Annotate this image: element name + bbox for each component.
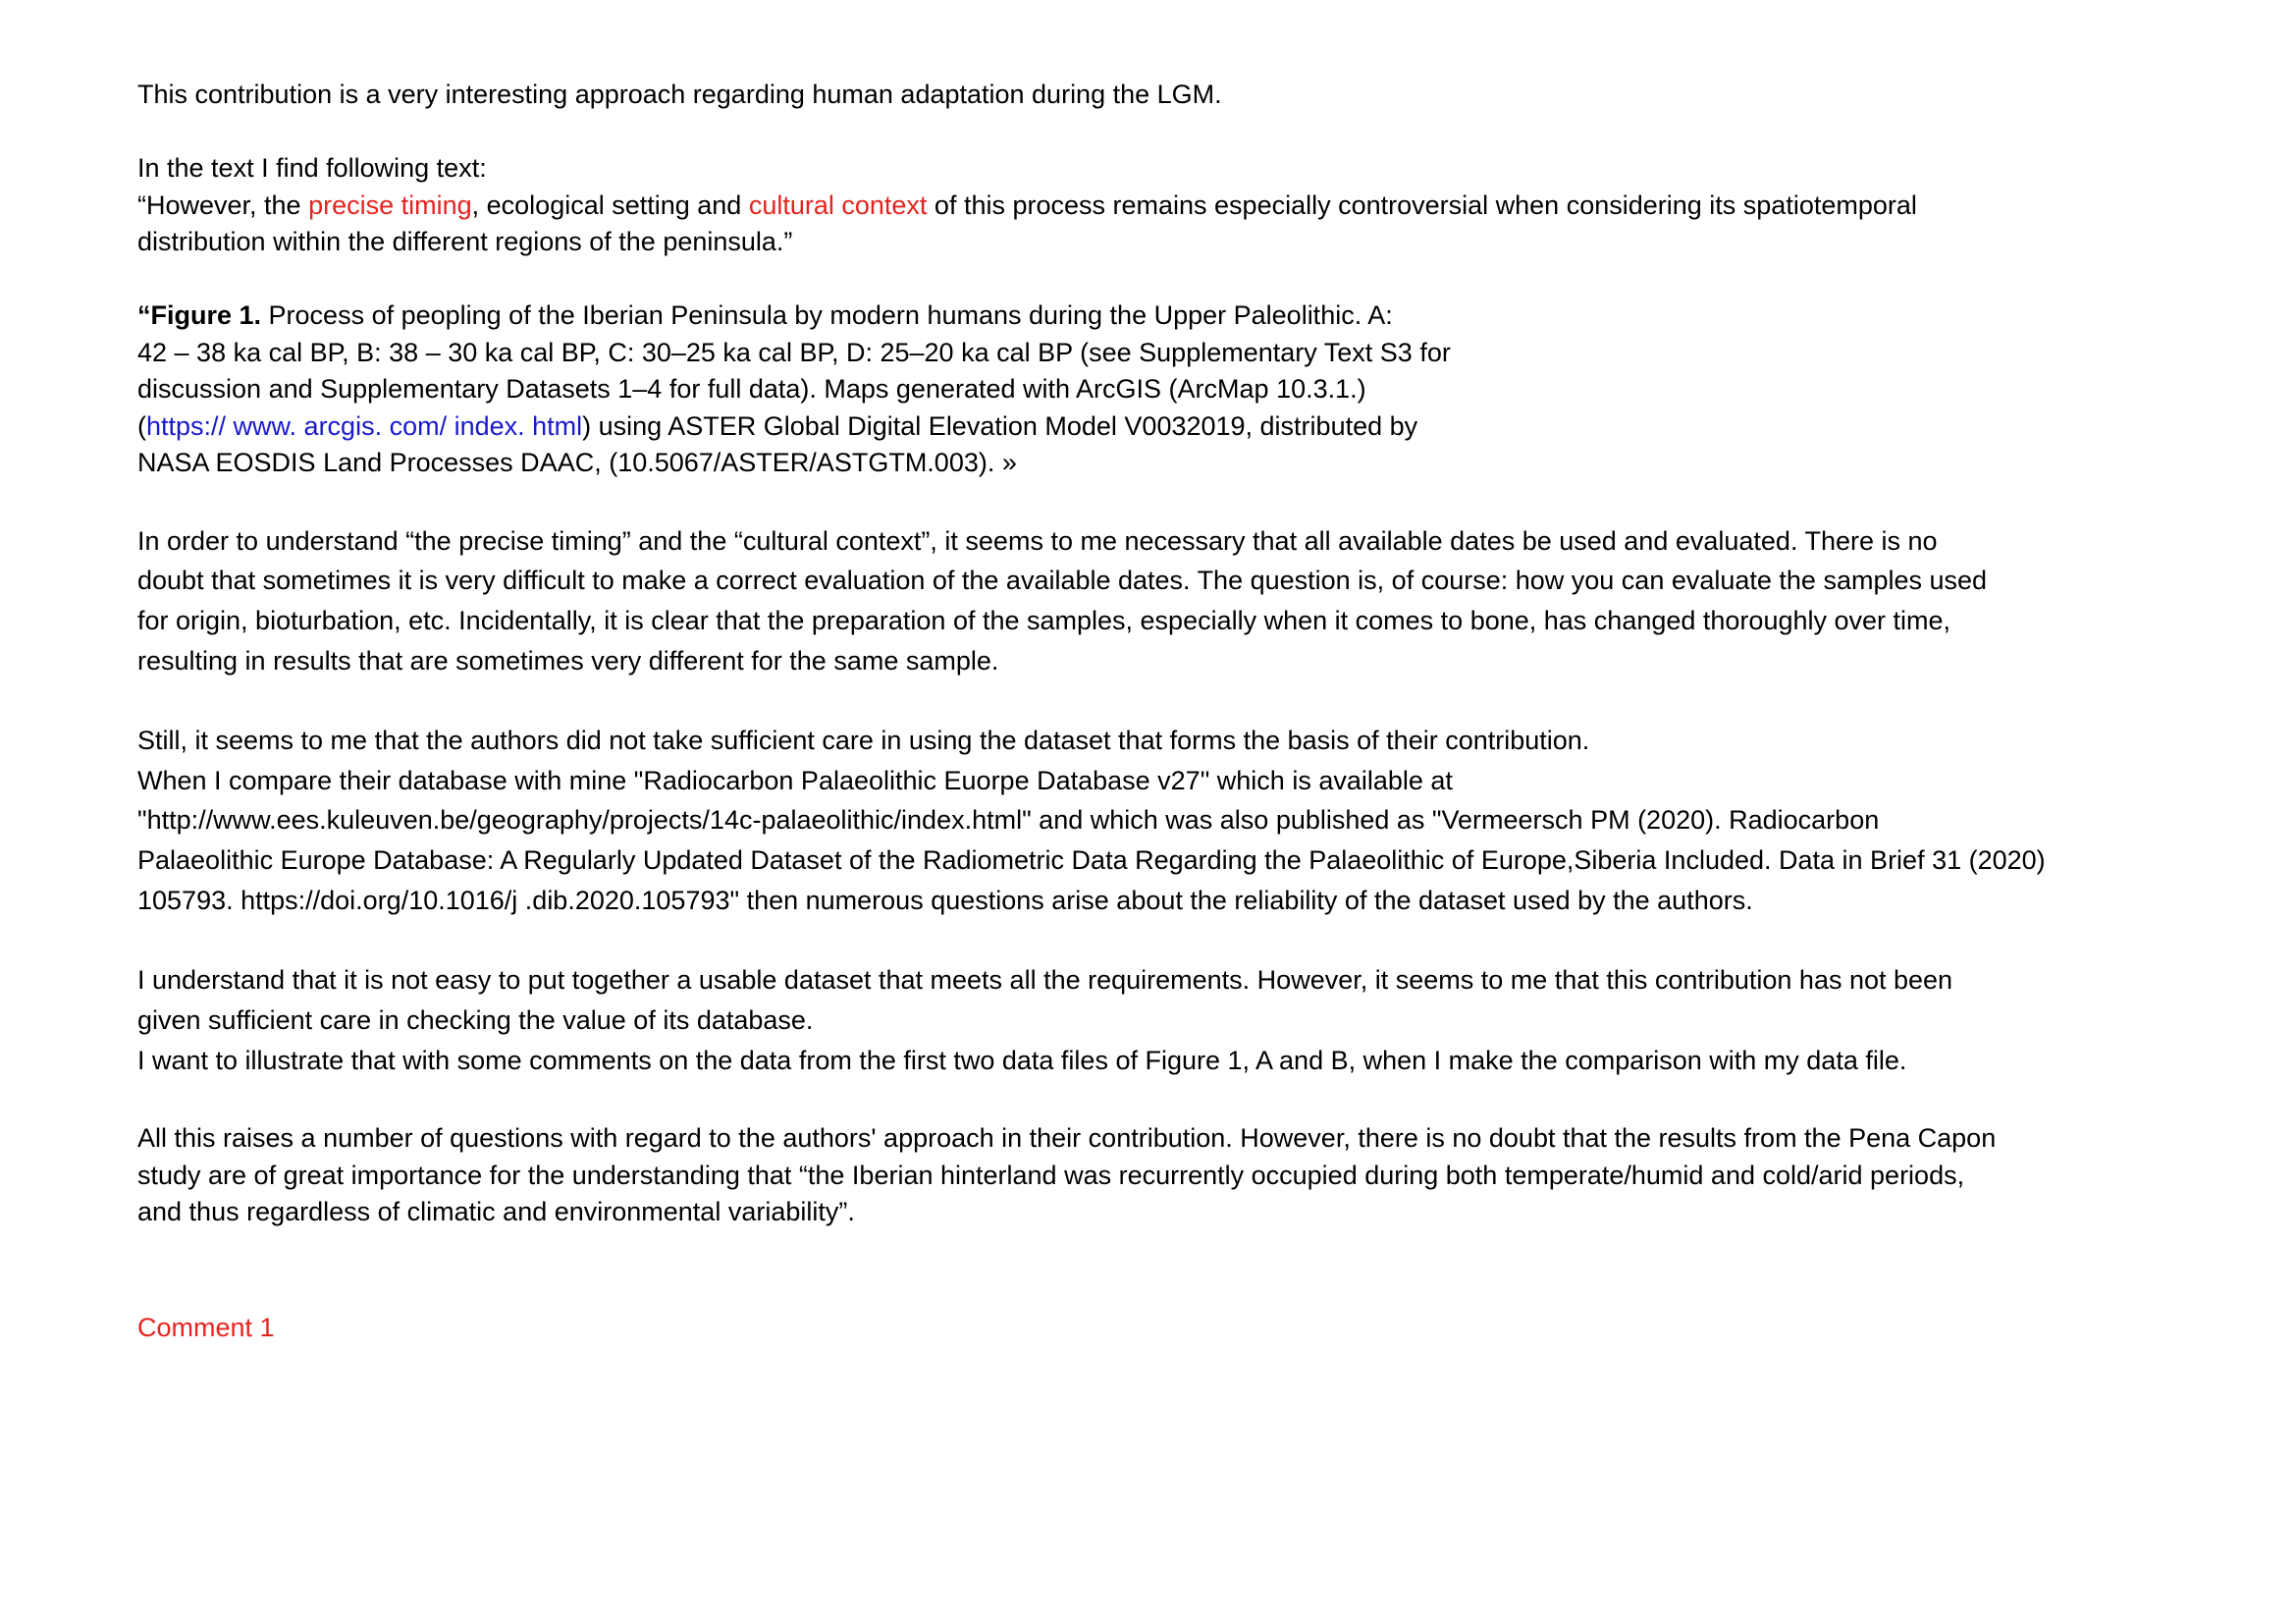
figure-caption-line-1 [137,298,2140,335]
arcgis-link[interactable]: https:// www. arcgis. com/ index. html [146,410,583,441]
paragraph-conclusion [137,1120,2140,1231]
highlight-precise-timing: precise timing [308,189,472,220]
paragraph-line: resulting in results that are sometimes very different for the same sample. [137,645,999,676]
paragraph-line: When I compare their database with mine "Radiocarbon Palaeolithic Euorpe Database v27" which is available at [137,765,1453,795]
figure-label: “Figure 1. [137,300,262,330]
paragraph-understand [137,960,2140,1080]
quote-open-text: “However, the [137,189,309,220]
paragraph-dataset [137,721,2140,921]
paragraph-line: 105793. https://doi.org/10.1016/j .dib.2020.105793" then numerous questions arise about the reliability of the dataset used by the authors. [137,885,1753,915]
figure-caption-line-4 [137,408,2140,446]
quoted-text-block [137,150,2140,261]
paragraph-line: study are of great importance for the understanding that “the Iberian hinterland was recurrently occupied during both temperate/humid and cold/arid periods, [137,1160,1965,1190]
paragraph-line: doubt that sometimes it is very difficult to make a correct evaluation of the available dates. The question is, of course: how you can evaluate the samples used [137,566,1988,596]
paragraph-line: All this raises a number of questions with regard to the authors' approach in their contribution. However, there is no doubt that the results from the Pena Capon [137,1123,1997,1153]
quote-intro-line: In the text I find following text: [137,153,487,183]
intro-paragraph: This contribution is a very interesting approach regarding human adaptation during the LGM. [137,80,1222,109]
quote-line-2: distribution within the different regions of the peninsula.” [137,227,793,256]
document-body [137,77,2140,1231]
figure-caption-line-2: 42 – 38 ka cal BP, B: 38 – 30 ka cal BP, C: 30–25 ka cal BP, D: 25–20 ka cal BP (see Supplementary Text S3 for [137,337,1451,367]
paragraph-line: Palaeolithic Europe Database: A Regularly Updated Dataset of the Radiometric Data Regarding the Palaeolithic of Europe,Siberia Included. Data in Brief 31 (2020) [137,845,2046,876]
paragraph-line: In order to understand “the precise timing” and the “cultural context”, it seems to me necessary that all available dates be used and evaluated. There is no [137,525,1938,556]
quote-mid-text: , ecological setting and [471,189,749,220]
paragraph-line: "http://www.ees.kuleuven.be/geography/projects/14c-palaeolithic/index.html" and which was also published as "Vermeersch PM (2020). Radiocarbon [137,805,1880,836]
figure-caption-text-1: Process of peopling of the Iberian Peninsula by modern humans during the Upper Paleolithic. A: [261,300,1393,330]
highlight-cultural-context: cultural context [748,189,928,220]
paragraph-line: and thus regardless of climatic and environmental variability”. [137,1197,855,1226]
paragraph-precise-timing [137,521,2140,681]
comment-heading: Comment 1 [137,1313,275,1342]
figure-caption-text-4: ) using ASTER Global Digital Elevation Model V0032019, distributed by [582,410,1418,441]
figure-caption-line-5: NASA EOSDIS Land Processes DAAC, (10.5067/ASTER/ASTGTM.003). » [137,448,1017,477]
paragraph-line: Still, it seems to me that the authors did not take sufficient care in using the dataset that forms the basis of their contribution. [137,726,1590,755]
figure-caption-quote [137,298,2140,482]
figure-caption-line-3: discussion and Supplementary Datasets 1–4 for full data). Maps generated with ArcGIS (ArcMap 10.3.1.) [137,374,1366,404]
paren-open: ( [137,410,146,441]
paragraph-line: for origin, bioturbation, etc. Incidentally, it is clear that the preparation of the samples, especially when it comes to bone, has changed thoroughly over time, [137,605,1951,635]
paragraph-line: I understand that it is not easy to put together a usable dataset that meets all the requirements. However, it seems to me that this contribution has not been [137,965,1953,996]
paragraph-line: given sufficient care in checking the value of its database. [137,1004,814,1035]
quote-line-1 [137,188,2140,225]
paragraph-line: I want to illustrate that with some comments on the data from the first two data files of Figure 1, A and B, when I make the comparison with my data file. [137,1045,1907,1075]
quote-rest-text: of this process remains especially controversial when considering its spatiotemporal [927,189,1917,220]
